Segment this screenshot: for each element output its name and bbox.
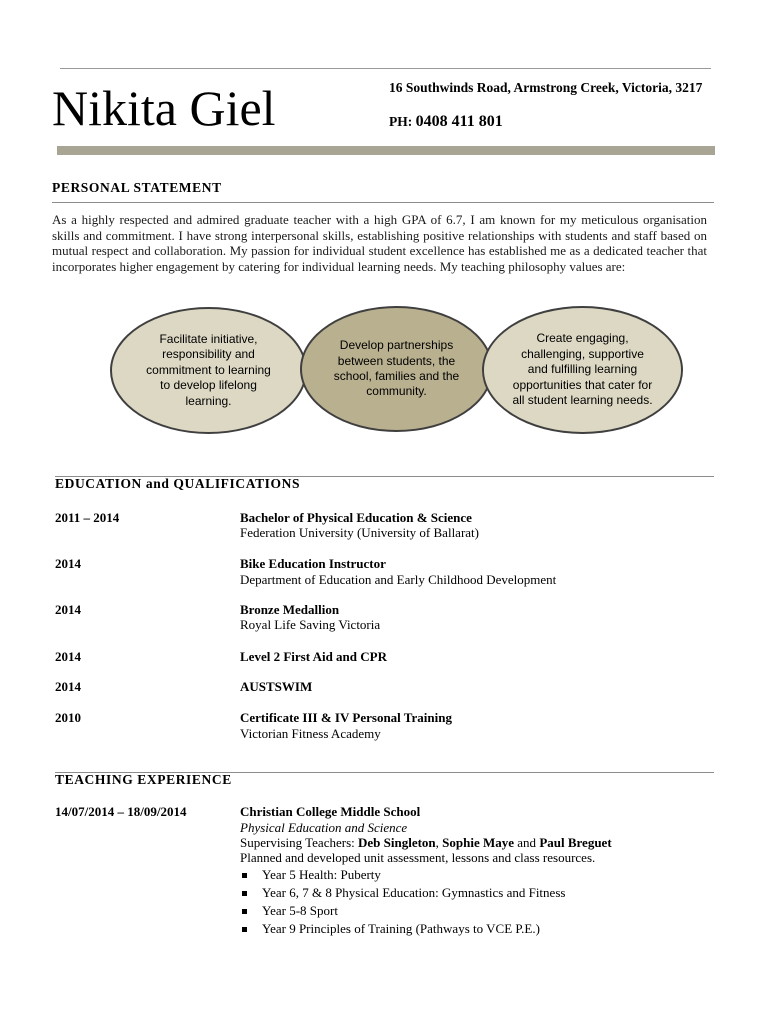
education-date: 2014 <box>55 649 81 664</box>
value-text-2: Develop partnerships between students, the school, families and the community. <box>333 338 460 399</box>
education-date: 2014 <box>55 556 81 571</box>
education-org: Victorian Fitness Academy <box>240 726 381 741</box>
experience-subject: Physical Education and Science <box>240 820 408 835</box>
education-title: Bronze Medallion <box>240 602 340 617</box>
list-item <box>240 920 565 938</box>
header-banner <box>57 146 715 155</box>
bullet-text: Year 9 Principles of Training (Pathways to VCE P.E.) <box>262 921 540 936</box>
experience-school: Christian College Middle School <box>240 804 421 819</box>
list-item <box>240 866 565 884</box>
bullet-square-icon <box>242 891 247 896</box>
supervising-teachers <box>240 835 612 851</box>
list-item <box>240 884 565 902</box>
applicant-name: Nikita Giel <box>52 80 276 136</box>
personal-statement-rule <box>52 202 714 203</box>
bullet-square-icon <box>242 927 247 932</box>
experience-date: 14/07/2014 – 18/09/2014 <box>55 804 187 819</box>
bullet-text: Year 5-8 Sport <box>262 903 338 918</box>
value-ellipse-2 <box>300 306 493 432</box>
value-text-1: Facilitate initiative, responsibility and commitment to learning to develop lifelong learning. <box>146 331 271 408</box>
supervising-label: Supervising Teachers: <box>240 835 355 850</box>
bullet-square-icon <box>242 873 247 878</box>
education-org: Royal Life Saving Victoria <box>240 617 381 632</box>
education-date: 2014 <box>55 602 81 617</box>
education-title: AUSTSWIM <box>240 679 313 694</box>
header-top-rule <box>60 68 711 69</box>
education-date: 2014 <box>55 679 81 694</box>
education-org: Department of Education and Early Childhood Development <box>240 572 557 587</box>
value-text-3: Create engaging, challenging, supportive and fulfilling learning opportunities that cater for all student learning needs. <box>512 331 653 408</box>
education-date: 2010 <box>55 710 81 725</box>
education-title: Level 2 First Aid and CPR <box>240 649 387 664</box>
name-separator: , <box>435 835 439 850</box>
experience-summary: Planned and developed unit assessment, lessons and class resources. <box>240 850 596 865</box>
education-title: Bachelor of Physical Education & Science <box>240 510 472 525</box>
and-word: and <box>517 835 537 850</box>
bullet-square-icon <box>242 909 247 914</box>
experience-bullet-list <box>240 866 565 938</box>
teacher-name: Sophie Maye <box>442 835 515 850</box>
teacher-name: Deb Singleton <box>358 835 436 850</box>
experience-heading: TEACHING EXPERIENCE <box>55 772 232 787</box>
phone-label: PH: <box>389 114 413 129</box>
education-title: Certificate III & IV Personal Training <box>240 710 452 725</box>
value-ellipse-1 <box>110 307 307 434</box>
list-item <box>240 902 565 920</box>
bullet-text: Year 6, 7 & 8 Physical Education: Gymnastics and Fitness <box>262 885 566 900</box>
address: 16 Southwinds Road, Armstrong Creek, Victoria, 3217 <box>389 80 703 95</box>
education-title: Bike Education Instructor <box>240 556 386 571</box>
education-org: Federation University (University of Ballarat) <box>240 525 479 540</box>
teacher-name: Paul Breguet <box>539 835 612 850</box>
personal-statement-text: As a highly respected and admired graduate teacher with a high GPA of 6.7, I am known for my meticulous organisation skills and commitment. I have strong interpersonal skills, establishing positive relationships with students and staff based on mutual respect and collaboration. My passion for individual student excellence has established me as a dedicated teacher that incorporates higher engagement by catering for individual learning needs. My teaching philosophy values are: <box>52 212 707 274</box>
phone-number: 0408 411 801 <box>415 113 503 130</box>
bullet-text: Year 5 Health: Puberty <box>262 867 381 882</box>
phone <box>389 113 503 131</box>
education-heading: EDUCATION and QUALIFICATIONS <box>55 476 301 491</box>
education-date: 2011 – 2014 <box>55 510 120 525</box>
value-ellipse-3 <box>482 306 683 434</box>
personal-statement-heading: PERSONAL STATEMENT <box>52 180 222 195</box>
